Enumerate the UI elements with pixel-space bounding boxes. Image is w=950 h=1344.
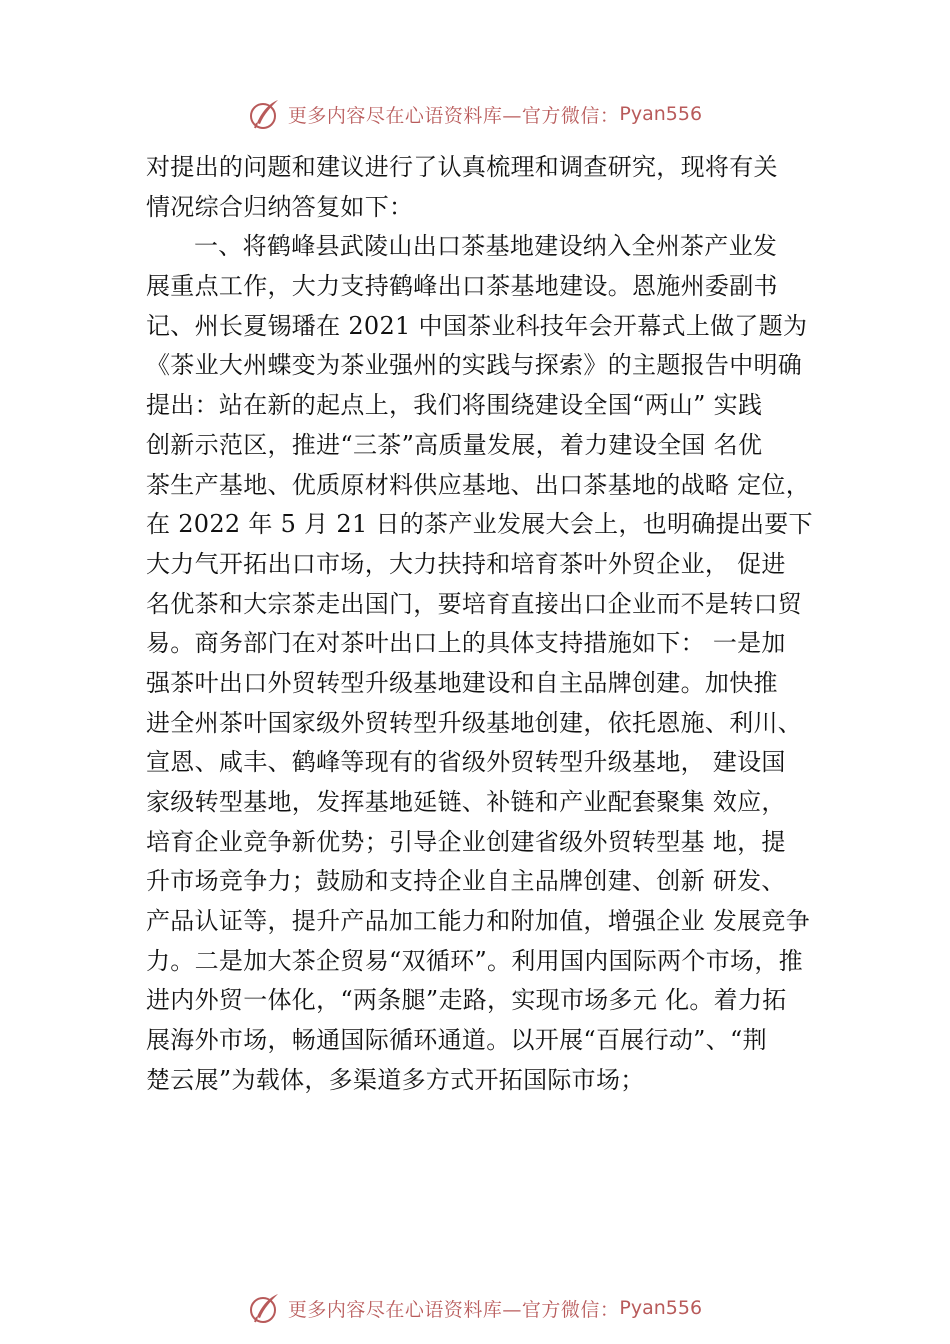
text-line: 提出：站在新的起点上，我们将围绕建设全国“两山” 实践 bbox=[146, 391, 763, 420]
footer-watermark bbox=[0, 1288, 950, 1328]
watermark-wechat-id: Pyan556 bbox=[619, 1297, 703, 1319]
text-line: 力。二是加大茶企贸易“双循环”。利用国内国际两个市场，推 bbox=[146, 946, 803, 975]
text-line: 产品认证等，提升产品加工能力和附加值，增强企业 发展竞争 bbox=[146, 907, 811, 936]
text-line: 名优茶和大宗茶走出国门，要培育直接出口企业而不是转口贸 bbox=[146, 589, 803, 618]
text-line: 展海外市场，畅通国际循环通道。以开展“百展行动”、“荆 bbox=[146, 1026, 767, 1055]
text-line: 情况综合归纳答复如下： bbox=[146, 192, 414, 221]
quill-pen-logo-icon bbox=[248, 1291, 282, 1325]
watermark-wechat-id: Pyan556 bbox=[619, 103, 703, 125]
text-line: 创新示范区，推进“三茶”高质量发展，着力建设全国 名优 bbox=[146, 430, 763, 459]
text-line: 培育企业竞争新优势；引导企业创建省级外贸转型基 地，提 bbox=[146, 827, 786, 856]
text-line: 在 2022 年 5 月 21 日的茶产业发展大会上，也明确提出要下 bbox=[146, 510, 813, 539]
text-line: 大力气开拓出口市场，大力扶持和培育茶叶外贸企业， 促进 bbox=[146, 549, 786, 578]
text-line: 展重点工作，大力支持鹤峰出口茶基地建设。恩施州委副书 bbox=[146, 272, 778, 301]
document-body bbox=[146, 148, 832, 1101]
quill-pen-logo-icon bbox=[248, 97, 282, 131]
text-line: 强茶叶出口外贸转型升级基地建设和自主品牌创建。加快推 bbox=[146, 668, 778, 697]
text-line: 家级转型基地，发挥基地延链、补链和产业配套聚集 效应， bbox=[146, 788, 786, 816]
text-line: 宣恩、咸丰、鹤峰等现有的省级外贸转型升级基地， 建设国 bbox=[146, 748, 786, 777]
header-watermark bbox=[0, 94, 950, 134]
text-line: 进内外贸一体化，“两条腿”走路，实现市场多元 化。着力拓 bbox=[146, 986, 787, 1015]
text-line: 《茶业大州蝶变为茶业强州的实践与探索》的主题报告中明确 bbox=[146, 351, 803, 380]
text-line: 进全州茶叶国家级外贸转型升级基地创建，依托恩施、利川、 bbox=[146, 708, 803, 737]
text-line: 一、将鹤峰县武陵山出口茶基地建设纳入全州茶产业发 bbox=[194, 232, 778, 261]
watermark-text: 更多内容尽在心语资料库—官方微信： bbox=[287, 1298, 620, 1321]
text-line: 茶生产基地、优质原材料供应基地、出口茶基地的战略 定位， bbox=[146, 470, 811, 499]
text-line: 升市场竞争力；鼓励和支持企业自主品牌创建、创新 研发、 bbox=[146, 867, 786, 896]
watermark-text: 更多内容尽在心语资料库—官方微信： bbox=[287, 104, 620, 127]
text-line: 易。商务部门在对茶叶出口上的具体支持措施如下： 一是加 bbox=[146, 629, 786, 658]
text-line: 楚云展”为载体，多渠道多方式开拓国际市场； bbox=[146, 1065, 645, 1094]
text-line: 对提出的问题和建议进行了认真梳理和调查研究，现将有关 bbox=[146, 153, 778, 181]
text-line: 记、州长夏锡璠在 2021 中国茶业科技年会开幕式上做了题为 bbox=[146, 311, 808, 340]
